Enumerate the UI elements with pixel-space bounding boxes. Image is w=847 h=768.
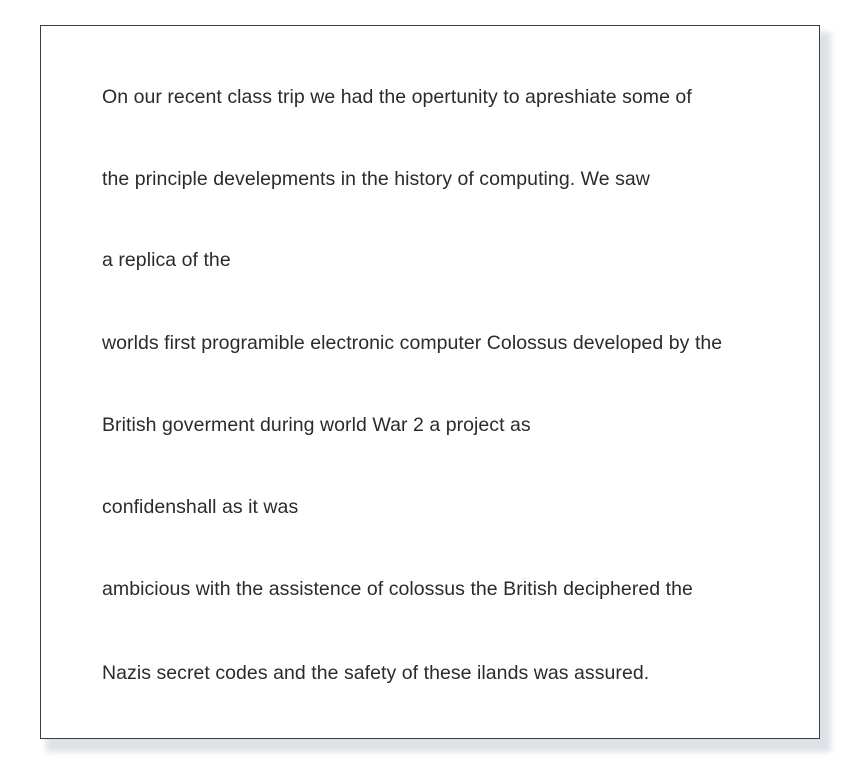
text-line: a replica of the (102, 249, 231, 271)
text-line: British goverment during world War 2 a project as (102, 414, 531, 436)
document-page (40, 25, 820, 739)
text-line: worlds first programible electronic computer Colossus developed by the (102, 332, 723, 354)
text-line: On our recent class trip we had the opertunity to apreshiate some of (102, 86, 692, 108)
text-line: confidenshall as it was (102, 496, 299, 518)
text-line: ambicious with the assistence of colossus the British deciphered the (102, 578, 693, 600)
text-line: Nazis secret codes and the safety of these ilands was assured. (102, 662, 650, 684)
text-line: the principle develepments in the history of computing. We saw (102, 168, 650, 190)
